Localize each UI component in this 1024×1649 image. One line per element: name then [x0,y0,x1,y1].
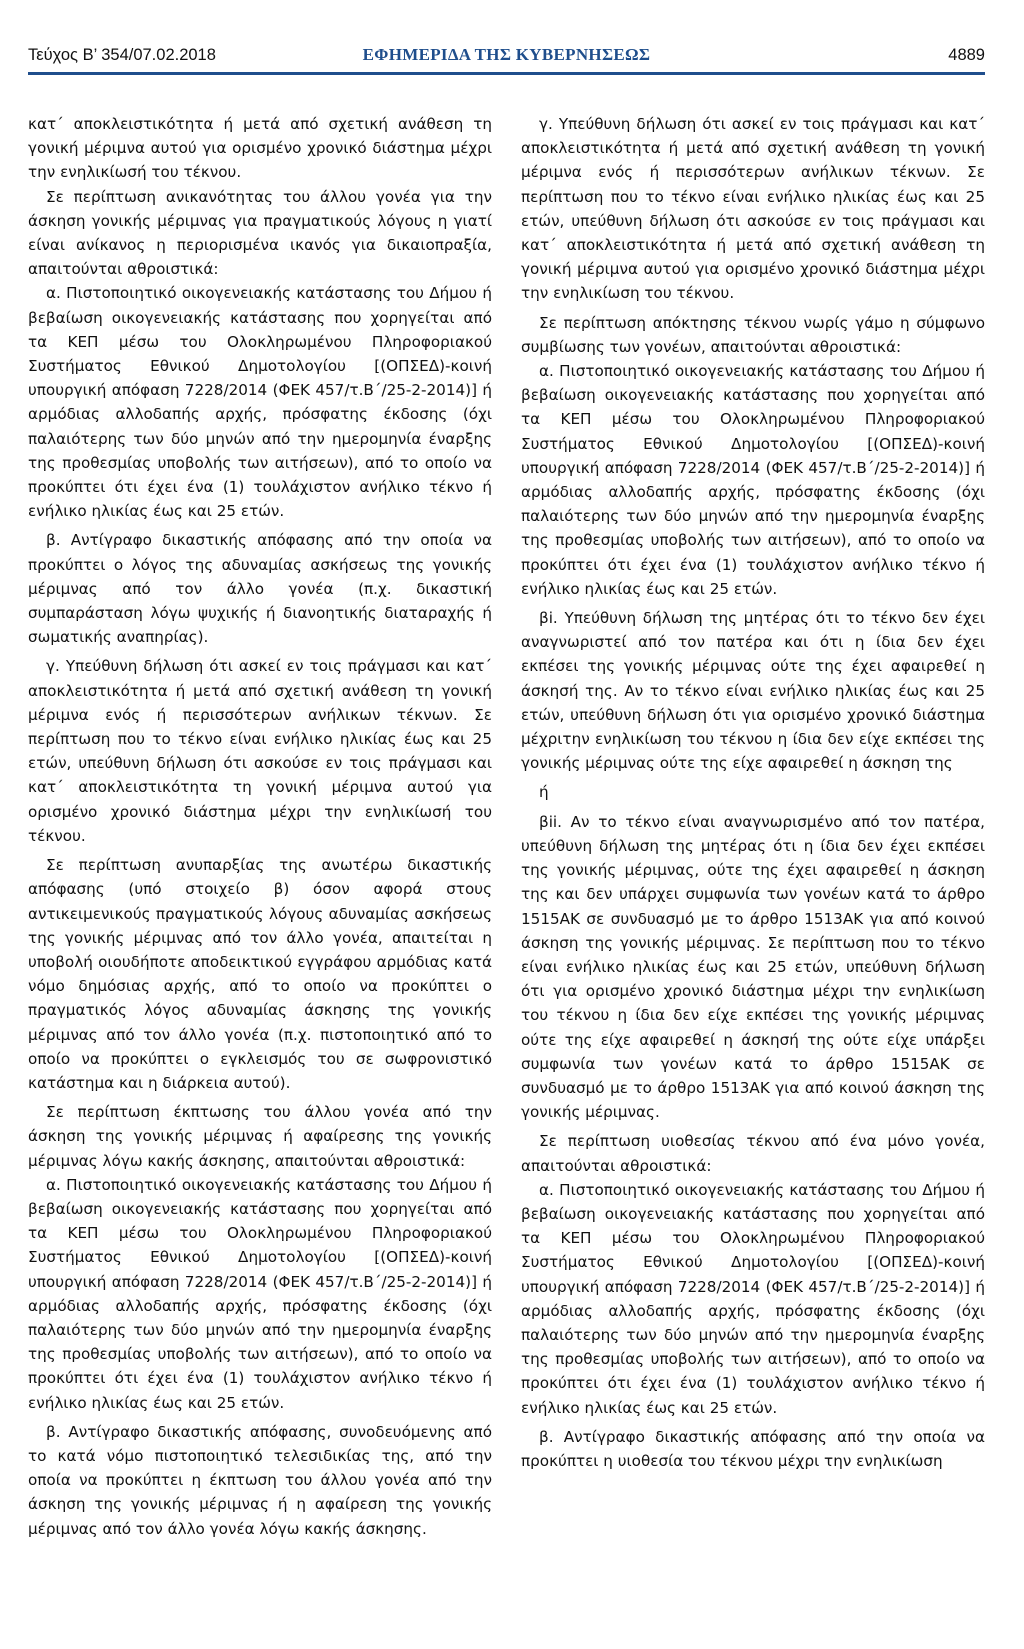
paragraph: β. Αντίγραφο δικαστικής απόφασης από την οποία να προκύπτει ο λόγος της αδυναμίας ασκήσεως της γονικής μέριμνας από τον άλλο γονέα (π.χ. δικαστική συμπαράσταση λόγω ψυχικής ή διανοητικής διαταραχής ή σωματικής αναπηρίας). [28,531,492,647]
paragraph: α. Πιστοποιητικό οικογενειακής κατάστασης του Δήμου ή βεβαίωση οικογενειακής κατάστασης που χορηγείται από τα ΚΕΠ μέσω του Ολοκληρωμένου Πληροφοριακού Συστήματος Εθνικού Δημοτολογίου [(ΟΠΣΕΔ)-κοινή υπουργική απόφαση 7228/2014 (ΦΕΚ 457/τ.Β΄/25-2-2014)] ή αρμόδιας αλλοδαπής αρχής, πρόσφατης έκδοσης (όχι παλαιότερης των δύο μηνών από την ημερομηνία έναρξης της προθεσμίας υποβολής των αιτήσεων), από το οποίο να προκύπτει ότι έχει ένα (1) τουλάχιστον ανήλικο τέκνο ή ενήλικο ηλικίας έως και 25 ετών. [521,1180,985,1417]
page-number: 4889 [948,46,985,64]
issue-number: Τεύχος Β’ 354/07.02.2018 [28,46,216,64]
paragraph: α. Πιστοποιητικό οικογενειακής κατάστασης του Δήμου ή βεβαίωση οικογενειακής κατάστασης που χορηγείται από τα ΚΕΠ μέσω του Ολοκληρωμένου Πληροφοριακού Συστήματος Εθνικού Δημοτολογίου [(ΟΠΣΕΔ)-κοινή υπουργική απόφαση 7228/2014 (ΦΕΚ 457/τ.Β΄/25-2-2014)] ή αρμόδιας αλλοδαπής αρχής, πρόσφατης έκδοσης (όχι παλαιότερης των δύο μηνών από την ημερομηνία έναρξης της προθεσμίας υποβολής των αιτήσεων), από το οποίο να προκύπτει ότι έχει ένα (1) τουλάχιστον ανήλικο τέκνο ή ενήλικο ηλικίας έως και 25 ετών. [28,1175,492,1412]
gazette-title: ΕΦΗΜΕΡΙΔΑ ΤΗΣ ΚΥΒΕΡΝΗΣΕΩΣ [362,45,651,64]
paragraph: β. Αντίγραφο δικαστικής απόφασης, συνοδευόμενης από το κατά νόμο πιστοποιητικό τελεσιδικίας της, από την οποία να προκύπτει η έκπτωση του άλλου γονέα από την άσκηση της γονικής μέριμνας ή η αφαίρεση της γονικής μέριμνας από τον άλλο γονέα λόγω κακής άσκησης. [28,1422,492,1538]
page-header [28,44,985,75]
paragraph: γ. Υπεύθυνη δήλωση ότι ασκεί εν τοις πράγμασι και κατ΄ αποκλειστικότητα ή μετά από σχετική ανάθεση τη γονική μέριμνα ενός ή περισσότερων ανήλικων τέκνων. Σε περίπτωση που το τέκνο είναι ενήλικο ηλικίας έως και 25 ετών, υπεύθυνη δήλωση ότι ασκούσε εν τοις πράγμασι και κατ΄ αποκλειστικότητα ή μετά από σχετική ανάθεση τη γονική μέριμνα αυτού για ορισμένο χρονικό διάστημα μέχρι την ενηλικίωση του τέκνου. [521,115,985,303]
paragraph: Σε περίπτωση υιοθεσίας τέκνου από ένα μόνο γονέα, απαιτούνται αθροιστικά: [521,1132,985,1175]
paragraph: α. Πιστοποιητικό οικογενειακής κατάστασης του Δήμου ή βεβαίωση οικογενειακής κατάστασης που χορηγείται από τα ΚΕΠ μέσω του Ολοκληρωμένου Πληροφοριακού Συστήματος Εθνικού Δημοτολογίου [(ΟΠΣΕΔ)-κοινή υπουργική απόφαση 7228/2014 (ΦΕΚ 457/τ.Β΄/25-2-2014)] ή αρμόδιας αλλοδαπής αρχής, πρόσφατης έκδοσης (όχι παλαιότερης των δύο μηνών από την ημερομηνία έναρξης της προθεσμίας υποβολής των αιτήσεων), από το οποίο να προκύπτει ότι έχει ένα (1) τουλάχιστον ανήλικο τέκνο ή ενήλικο ηλικίας έως και 25 ετών. [28,284,492,521]
paragraph: Σε περίπτωση ανυπαρξίας της ανωτέρω δικαστικής απόφασης (υπό στοιχείο β) όσον αφορά στους αντικειμενικούς πραγματικούς λόγους αδυναμίας ασκήσεως της γονικής μέριμνας από τον άλλο γονέα, απαιτείται η υποβολή οιουδήποτε αποδεικτικού εγγράφου αρμόδιας κατά νόμο δημόσιας αρχής, από το οποίο να προκύπτει ο πραγματικός λόγος αδυναμίας άσκησης της γονικής μέριμνας από τον άλλο γονέα (π.χ. πιστοποιητικό από το οποίο να προκύπτει ο εγκλεισμός του σε σωφρονιστικό κατάστημα και η διάρκεια αυτού). [28,856,492,1092]
paragraph: β. Αντίγραφο δικαστικής απόφασης από την οποία να προκύπτει η υιοθεσία του τέκνου μέχρι την ενηλικίωση [521,1427,985,1470]
paragraph: Σε περίπτωση έκπτωσης του άλλου γονέα από την άσκηση της γονικής μέριμνας ή αφαίρεσης της γονικής μέριμνας λόγω κακής άσκησης, απαιτούνται αθροιστικά: [28,1103,492,1170]
right-column [521,112,985,1473]
paragraph: Σε περίπτωση ανικανότητας του άλλου γονέα για την άσκηση γονικής μέριμνας για πραγματικούς λόγους η γιατί είναι ανίκανος η περιορισμένα ικανός για δικαιοπραξία, απαιτούνται αθροιστικά: [28,187,492,279]
paragraph: α. Πιστοποιητικό οικογενειακής κατάστασης του Δήμου ή βεβαίωση οικογενειακής κατάστασης που χορηγείται από τα ΚΕΠ μέσω του Ολοκληρωμένου Πληροφοριακού Συστήματος Εθνικού Δημοτολογίου [(ΟΠΣΕΔ)-κοινή υπουργική απόφαση 7228/2014 (ΦΕΚ 457/τ.Β΄/25-2-2014)] ή αρμόδιας αλλοδαπής αρχής, πρόσφατης έκδοσης (όχι παλαιότερης των δύο μηνών από την ημερομηνία έναρξης της προθεσμίας υποβολής των αιτήσεων), από το οποίο να προκύπτει ότι έχει ένα (1) τουλάχιστον ανήλικο τέκνο ή ενήλικο ηλικίας έως και 25 ετών. [521,362,985,598]
paragraph: βii. Αν το τέκνο είναι αναγνωρισμένο από τον πατέρα, υπεύθυνη δήλωση της μητέρας ότι η ίδια δεν έχει εκπέσει της γονικής μέριμνας, ούτε της έχει αφαιρεθεί η άσκηση της και δεν υπάρχει συμφωνία των γονέων κατά το άρθρο 1515ΑΚ σε συνδυασμό με το άρθρο 1513ΑΚ για από κοινού άσκηση της γονικής μέριμνας. Σε περίπτωση που το τέκνο είναι ενήλικο ηλικίας έως και 25 ετών, υπεύθυνη δήλωση ότι για ορισμένο χρονικό διάστημα μέχρι την ενηλικίωση του τέκνου η ίδια δεν είχε εκπέσει της γονικής μέριμνας ούτε της είχε αφαιρεθεί η άσκησή της ούτε είχε υπάρξει συμφωνία των γονέων κατά το άρθρο 1515ΑΚ σε συνδυασμό με το άρθρο 1513ΑΚ για από κοινού άσκηση της γονικής μέριμνας. [521,812,985,1122]
left-column [28,112,492,1541]
paragraph: βi. Υπεύθυνη δήλωση της μητέρας ότι το τέκνο δεν έχει αναγνωριστεί από τον πατέρα και ότι η ίδια δεν έχει εκπέσει της γονικής μέριμνας ούτε της έχει αφαιρεθεί η άσκησή της. Αν το τέκνο είναι ενήλικο ηλικίας έως και 25 ετών, υπεύθυνη δήλωση ότι για ορισμένο χρονικό διάστημα μέχριτην ενηλικίωση του τέκνου η ίδια δεν είχε εκπέσει της γονικής μέριμνας ούτε της είχε αφαιρεθεί η άσκηση της [521,609,985,773]
paragraph: γ. Υπεύθυνη δήλωση ότι ασκεί εν τοις πράγμασι και κατ΄ αποκλειστικότητα ή μετά από σχετική ανάθεση τη γονική μέριμνα ενός ή περισσότερων ανήλικων τέκνων. Σε περίπτωση που το τέκνο είναι ενήλικο ηλικίας έως και 25 ετών, υπεύθυνη δήλωση ότι ασκούσε εν τοις πράγμασι και κατ΄ αποκλειστικότητα τη γονική μέριμνα αυτού για ορισμένο χρονικό διάστημα μέχρι την ενηλικίωσή του τέκνου. [28,657,492,845]
paragraph: κατ΄ αποκλειστικότητα ή μετά από σχετική ανάθεση τη γονική μέριμνα αυτού για ορισμένο χρονικό διάστημα μέχρι την ενηλικίωσή του τέκνου. [28,115,492,182]
paragraph: ή [539,783,549,802]
paragraph: Σε περίπτωση απόκτησης τέκνου νωρίς γάμο η σύμφωνο συμβίωσης των γονέων, απαιτούνται αθροιστικά: [521,313,985,356]
